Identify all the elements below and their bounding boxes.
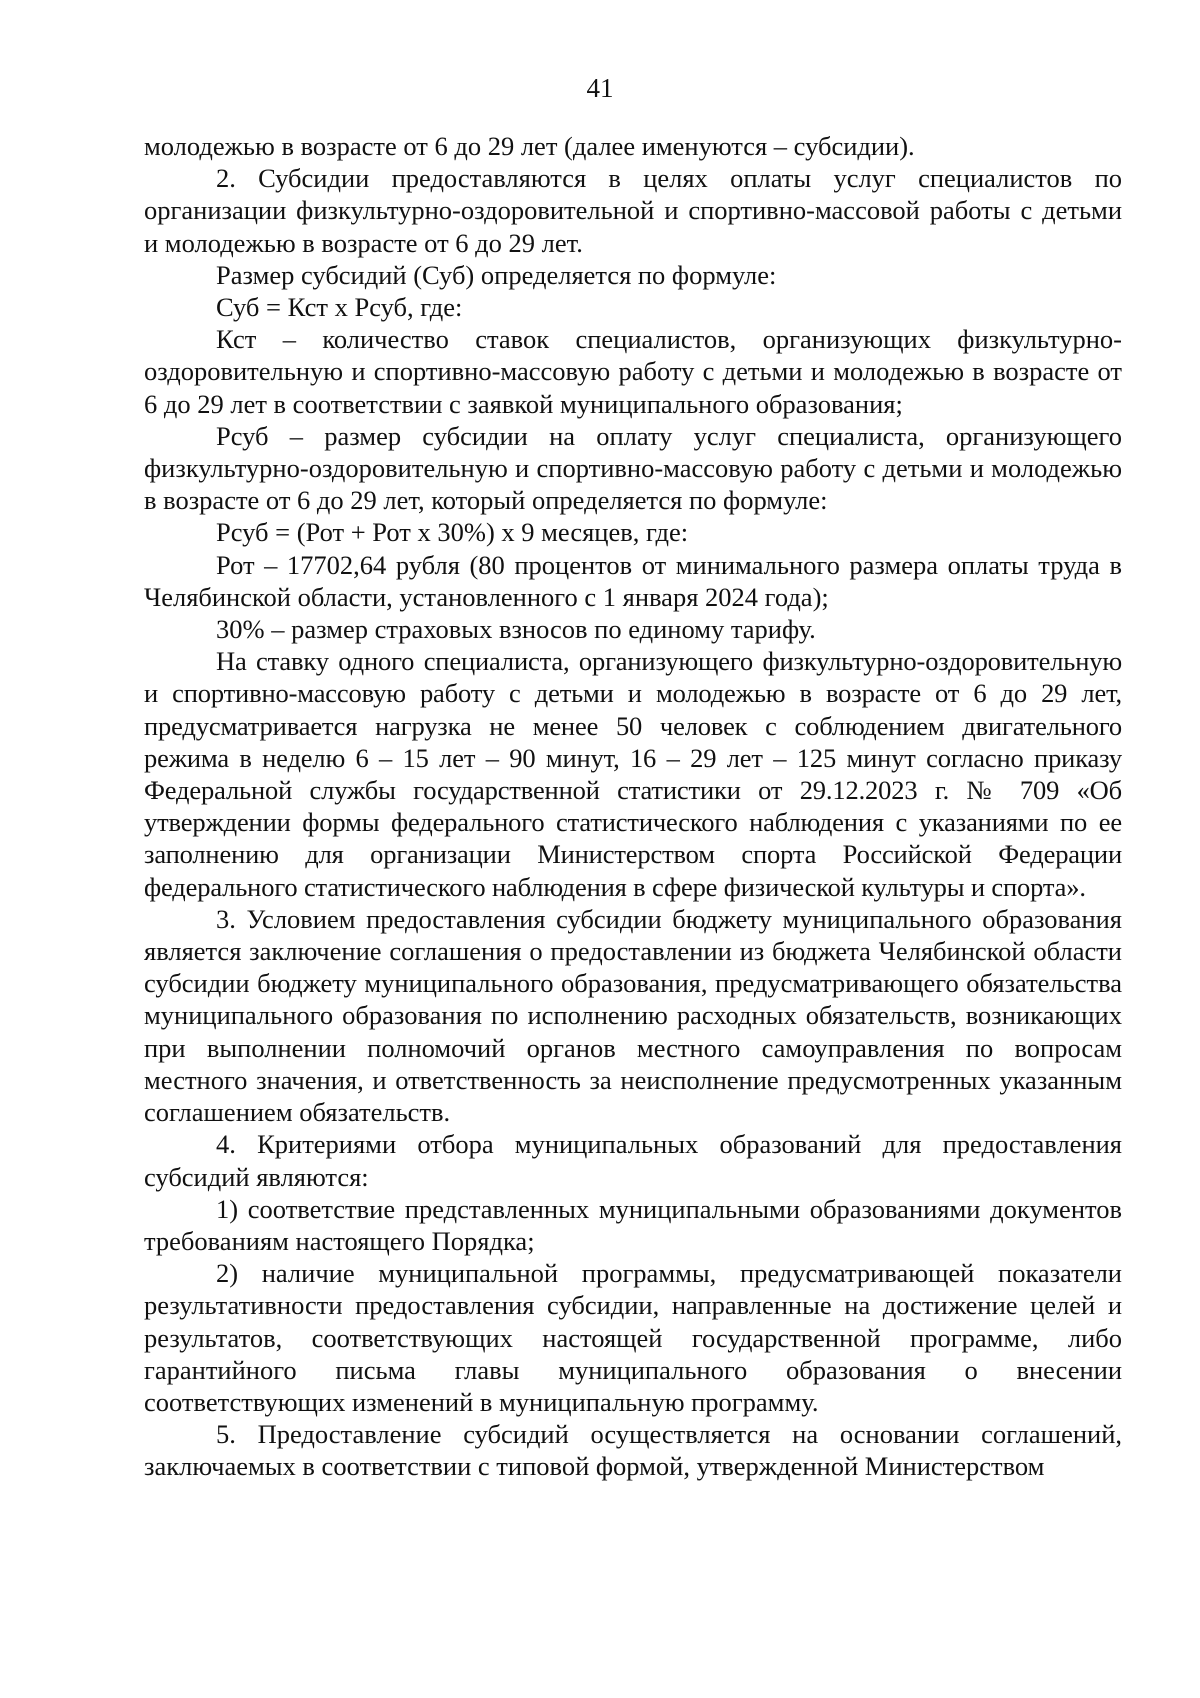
paragraph-formula-intro: Размер субсидий (Суб) определяется по формуле: <box>216 259 777 290</box>
paragraph-insurance-rate: 30% – размер страховых взносов по единому тарифу. <box>216 614 816 645</box>
paragraph-item-2: 2. Субсидии предоставляются в целях оплаты услуг специалистов по организации физкультурно-оздоровительной и спортивно-массовой работы с детьми и молодежью в возрасте от 6 до 29 лет. <box>144 163 1122 258</box>
paragraph-continuation: молодежью в возрасте от 6 до 29 лет (далее именуются – субсидии). <box>144 131 915 161</box>
paragraph-kst-definition: Кст – количество ставок специалистов, организующих физкультурно-оздоровительную и спортивно-массовую работу с детьми и молодежью в возрасте от 6 до 29 лет в соответствии с заявкой муниципального образования; <box>144 324 1122 419</box>
paragraph-criterion-2: 2) наличие муниципальной программы, предусматривающей показатели результативности предоставления субсидии, направленные на достижение целей и результатов, соответствующих настоящей государственной программе, либо гарантийного письма главы муниципального образования о внесении соответствующих изменений в муниципальную программу. <box>144 1258 1122 1417</box>
paragraph-item-4: 4. Критериями отбора муниципальных образований для предоставления субсидий являются: <box>144 1129 1122 1192</box>
paragraph-item-3: 3. Условием предоставления субсидии бюджету муниципального образования является заключение соглашения о предоставлении из бюджета Челябинской области субсидии бюджету муниципального образования, предусматривающего обязательства муниципального образования по исполнению расходных обязательств, возникающих при выполнении полномочий органов местного самоуправления по вопросам местного значения, и ответственность за неисполнение предусмотренных указанным соглашением обязательств. <box>144 903 1122 1128</box>
document-body <box>144 130 1122 1483</box>
paragraph-rsub-definition: Рсуб – размер субсидии на оплату услуг специалиста, организующего физкультурно-оздоровительную и спортивно-массовую работу с детьми и молодежью в возрасте от 6 до 29 лет, который определяется по формуле: <box>144 420 1122 516</box>
paragraph-workload: На ставку одного специалиста, организующего физкультурно-оздоровительную и спортивно-массовую работу с детьми и молодежью в возрасте от 6 до 29 лет, предусматривается нагрузка не менее 50 человек с соблюдением двигательного режима в неделю 6 – 15 лет – 90 минут, 16 – 29 лет – 125 минут согласно приказу Федеральной службы государственной статистики от 29.12.2023 г. № 709 «Об утверждении формы федерального статистического наблюдения с указаниями по ее заполнению для организации Министерством спорта Российской Федерации федерального статистического наблюдения в сфере физической культуры и спорта». <box>144 646 1122 902</box>
paragraph-rot-definition: Рот – 17702,64 рубля (80 процентов от минимального размера оплаты труда в Челябинской области, установленного с 1 января 2024 года); <box>144 549 1122 612</box>
page-number: 41 <box>586 73 614 103</box>
paragraph-formula-sub: Суб = Кст х Рсуб, где: <box>216 292 463 323</box>
paragraph-criterion-1: 1) соответствие представленных муниципальными образованиями документов требованиям настоящего Порядка; <box>144 1193 1122 1256</box>
paragraph-formula-rsub: Рсуб = (Рот + Рот х 30%) х 9 месяцев, где: <box>216 517 689 548</box>
paragraph-item-5: 5. Предоставление субсидий осуществляется на основании соглашений, заключаемых в соответствии с типовой формой, утвержденной Министерством <box>144 1419 1122 1482</box>
